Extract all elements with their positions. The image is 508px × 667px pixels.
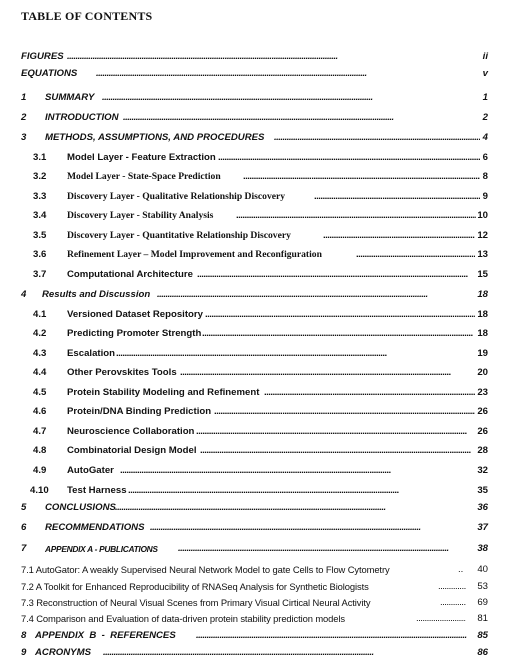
toc-leader <box>440 596 466 610</box>
toc-leader <box>178 542 475 556</box>
toc-leader <box>123 111 480 125</box>
toc-entry-figures[interactable] <box>0 50 508 64</box>
toc-leader <box>314 190 480 204</box>
toc-entry-4-8[interactable] <box>0 444 508 458</box>
toc-entry-text: CONCLUSIONS <box>45 502 116 513</box>
toc-entry-3-6[interactable] <box>0 248 508 262</box>
toc-number: 3.6 <box>33 249 47 260</box>
toc-entry-8[interactable] <box>0 629 508 643</box>
toc-number: 4.9 <box>33 465 47 476</box>
toc-entry-3-5[interactable] <box>0 229 508 243</box>
toc-entry-text: Other Perovskites Tools <box>67 367 177 378</box>
toc-entry-text: 7.2 A Toolkit for Enhanced Reproducibility of RNASeq Analysis for Synthetic Biologists <box>21 581 369 592</box>
toc-page-number: 26 <box>477 406 488 417</box>
toc-entry-5[interactable] <box>0 501 508 515</box>
toc-page-number: 86 <box>477 647 488 658</box>
toc-entry-3-1[interactable] <box>0 151 508 165</box>
toc-entry-4-1[interactable] <box>0 308 508 322</box>
toc-leader <box>236 209 476 223</box>
toc-leader <box>274 131 480 145</box>
toc-number: 4.7 <box>33 426 47 437</box>
toc-entry-3-7[interactable] <box>0 268 508 282</box>
toc-leader <box>416 612 466 626</box>
toc-page-number: 12 <box>477 230 488 241</box>
toc-page-number: 18 <box>477 289 488 300</box>
toc-entry-text: Neuroscience Collaboration <box>67 426 195 437</box>
toc-entry-text: RECOMMENDATIONS <box>45 522 145 533</box>
toc-page-number: 10 <box>477 210 488 221</box>
toc-number: 3.4 <box>33 210 47 221</box>
toc-page-number: 53 <box>477 581 488 592</box>
toc-page-number: 37 <box>477 522 488 533</box>
toc-leader <box>180 366 475 380</box>
toc-leader <box>128 484 475 498</box>
toc-entry-3-4[interactable] <box>0 209 508 223</box>
toc-entry-text: Discovery Layer - Stability Analysis <box>67 210 214 221</box>
toc-entry-text: Protein/DNA Binding Prediction <box>67 406 212 417</box>
toc-entry-text: 7.1 AutoGator: A weakly Supervised Neural Network Model to gate Cells to Flow Cytometry <box>21 564 390 575</box>
toc-page-number: 2 <box>482 112 488 123</box>
toc-entry-4-3[interactable] <box>0 347 508 361</box>
toc-page-number: 18 <box>477 328 488 339</box>
toc-entry-7-2[interactable] <box>0 580 508 594</box>
toc-page-number: 20 <box>477 367 488 378</box>
toc-number: 6 <box>21 522 27 533</box>
toc-entry-text: AutoGater <box>67 465 114 476</box>
toc-number: 1 <box>21 92 27 103</box>
toc-leader <box>243 170 480 184</box>
toc-entry-2[interactable] <box>0 111 508 125</box>
toc-number: 4.3 <box>33 348 47 359</box>
toc-leader <box>205 308 475 322</box>
toc-entry-text: 7.3 Reconstruction of Neural Visual Scenes from Primary Visual Cirtical Neural Activity <box>21 597 371 608</box>
toc-entry-text: SUMMARY <box>45 92 95 103</box>
toc-leader <box>196 629 475 643</box>
toc-entry-text: Results and Discussion <box>42 289 151 300</box>
toc-number: 3.3 <box>33 191 47 202</box>
toc-leader <box>150 521 475 535</box>
toc-number: 3.5 <box>33 230 47 241</box>
toc-number: 4.2 <box>33 328 47 339</box>
toc-page-number: 8 <box>482 171 488 182</box>
toc-page-number: 15 <box>477 269 488 280</box>
toc-entry-text: Versioned Dataset Repository <box>67 309 203 320</box>
toc-entry-9[interactable] <box>0 646 508 660</box>
toc-entry-text: Combinatorial Design Model <box>67 445 197 456</box>
toc-page-number: 19 <box>477 348 488 359</box>
toc-page-number: 35 <box>477 485 488 496</box>
toc-entry-text: Protein Stability Modeling and Refinement <box>67 387 260 398</box>
toc-entry-7[interactable] <box>0 542 508 556</box>
toc-leader <box>120 464 475 478</box>
toc-page-number: 40 <box>477 564 488 575</box>
toc-leader <box>218 151 480 165</box>
toc-leader <box>67 50 475 64</box>
toc-entry-4-5[interactable] <box>0 386 508 400</box>
toc-page-number: 85 <box>477 630 488 641</box>
toc-page-number: 32 <box>477 465 488 476</box>
toc-number: 4.1 <box>33 309 47 320</box>
toc-number: 3.1 <box>33 152 47 163</box>
toc-leader <box>103 646 475 660</box>
toc-leader <box>115 501 475 515</box>
toc-leader <box>197 268 475 282</box>
toc-page-number: 38 <box>477 543 488 554</box>
toc-entry-equations[interactable] <box>0 67 508 81</box>
toc-entry-text: METHODS, ASSUMPTIONS, AND PROCEDURES <box>45 132 265 143</box>
toc-entry-text: INTRODUCTION <box>45 112 119 123</box>
toc-entry-7-3[interactable] <box>0 596 508 610</box>
toc-number: 4.4 <box>33 367 47 378</box>
toc-number: 5 <box>21 502 27 513</box>
toc-leader: .. <box>458 564 464 575</box>
toc-page-number: 13 <box>477 249 488 260</box>
toc-leader <box>96 67 478 81</box>
toc-leader <box>200 444 475 458</box>
toc-page-number: 9 <box>482 191 488 202</box>
toc-leader <box>356 248 475 262</box>
toc-page-number: ii <box>482 51 488 62</box>
toc-entry-text: Predicting Promoter Strength <box>67 328 202 339</box>
toc-leader <box>202 327 475 341</box>
toc-entry-4-2[interactable] <box>0 327 508 341</box>
toc-entry-text: Discovery Layer - Quantitative Relationship Discovery <box>67 230 291 241</box>
toc-entry-4-7[interactable] <box>0 425 508 439</box>
toc-page-number: 23 <box>477 387 488 398</box>
toc-number: 4.6 <box>33 406 47 417</box>
toc-entry-4[interactable] <box>0 288 508 302</box>
toc-entry-text: Discovery Layer - Qualitative Relationship Discovery <box>67 191 286 202</box>
toc-leader <box>438 580 466 594</box>
page-title: TABLE OF CONTENTS <box>21 9 153 23</box>
toc-entry-1[interactable] <box>0 91 508 105</box>
toc-entry-text: APPENDIX A - PUBLICATIONS <box>45 544 158 554</box>
toc-number: 4 <box>21 289 27 300</box>
toc-entry-text: Computational Architecture <box>67 269 193 280</box>
toc-leader <box>116 347 475 361</box>
toc-entry-text: Model Layer - State-Space Prediction <box>67 171 221 182</box>
toc-page-number: 6 <box>482 152 488 163</box>
toc-entry-6[interactable] <box>0 521 508 535</box>
toc-leader <box>196 425 475 439</box>
toc-entry-text: EQUATIONS <box>21 68 78 79</box>
toc-leader <box>157 288 475 302</box>
toc-entry-7-1[interactable] <box>0 563 508 577</box>
toc-leader <box>102 91 480 105</box>
toc-entry-text: ACRONYMS <box>35 647 91 658</box>
toc-entry-4-9[interactable] <box>0 464 508 478</box>
toc-entry-text: Model Layer - Feature Extraction <box>67 152 216 163</box>
toc-entry-4-6[interactable] <box>0 405 508 419</box>
toc-entry-4-10[interactable] <box>0 484 508 498</box>
toc-number: 3 <box>21 132 27 143</box>
toc-number: 9 <box>21 647 27 658</box>
toc-entry-text: 7.4 Comparison and Evaluation of data-driven protein stability prediction models <box>21 613 345 624</box>
toc-entry-text: Escalation <box>67 348 115 359</box>
toc-page-number: 26 <box>477 426 488 437</box>
toc-page-number: 4 <box>482 132 488 143</box>
toc-number: 8 <box>21 630 27 641</box>
toc-page-number: 1 <box>482 92 488 103</box>
toc-page-number: 81 <box>477 613 488 624</box>
toc-entry-text: Refinement Layer – Model Improvement and Reconfiguration <box>67 249 322 260</box>
toc-page-number: 18 <box>477 309 488 320</box>
toc-entry-3[interactable] <box>0 131 508 145</box>
toc-number: 7 <box>21 543 27 554</box>
toc-number: 4.5 <box>33 387 47 398</box>
toc-entry-3-3[interactable] <box>0 190 508 204</box>
toc-entry-4-4[interactable] <box>0 366 508 380</box>
toc-number: 2 <box>21 112 27 123</box>
toc-number: 3.7 <box>33 269 47 280</box>
toc-entry-7-4[interactable] <box>0 612 508 626</box>
toc-leader <box>214 405 475 419</box>
toc-number: 3.2 <box>33 171 47 182</box>
toc-page-number: 28 <box>477 445 488 456</box>
toc-entry-text: APPENDIX B - REFERENCES <box>35 630 176 641</box>
toc-leader <box>264 386 475 400</box>
toc-number: 4.8 <box>33 445 47 456</box>
toc-entry-3-2[interactable] <box>0 170 508 184</box>
toc-page-number: 36 <box>477 502 488 513</box>
toc-entry-text: FIGURES <box>21 51 64 62</box>
toc-entry-text: Test Harness <box>67 485 127 496</box>
toc-page-number: 69 <box>477 597 488 608</box>
toc-leader <box>323 229 475 243</box>
toc-page-number: v <box>482 68 488 79</box>
toc-number: 4.10 <box>30 485 49 496</box>
